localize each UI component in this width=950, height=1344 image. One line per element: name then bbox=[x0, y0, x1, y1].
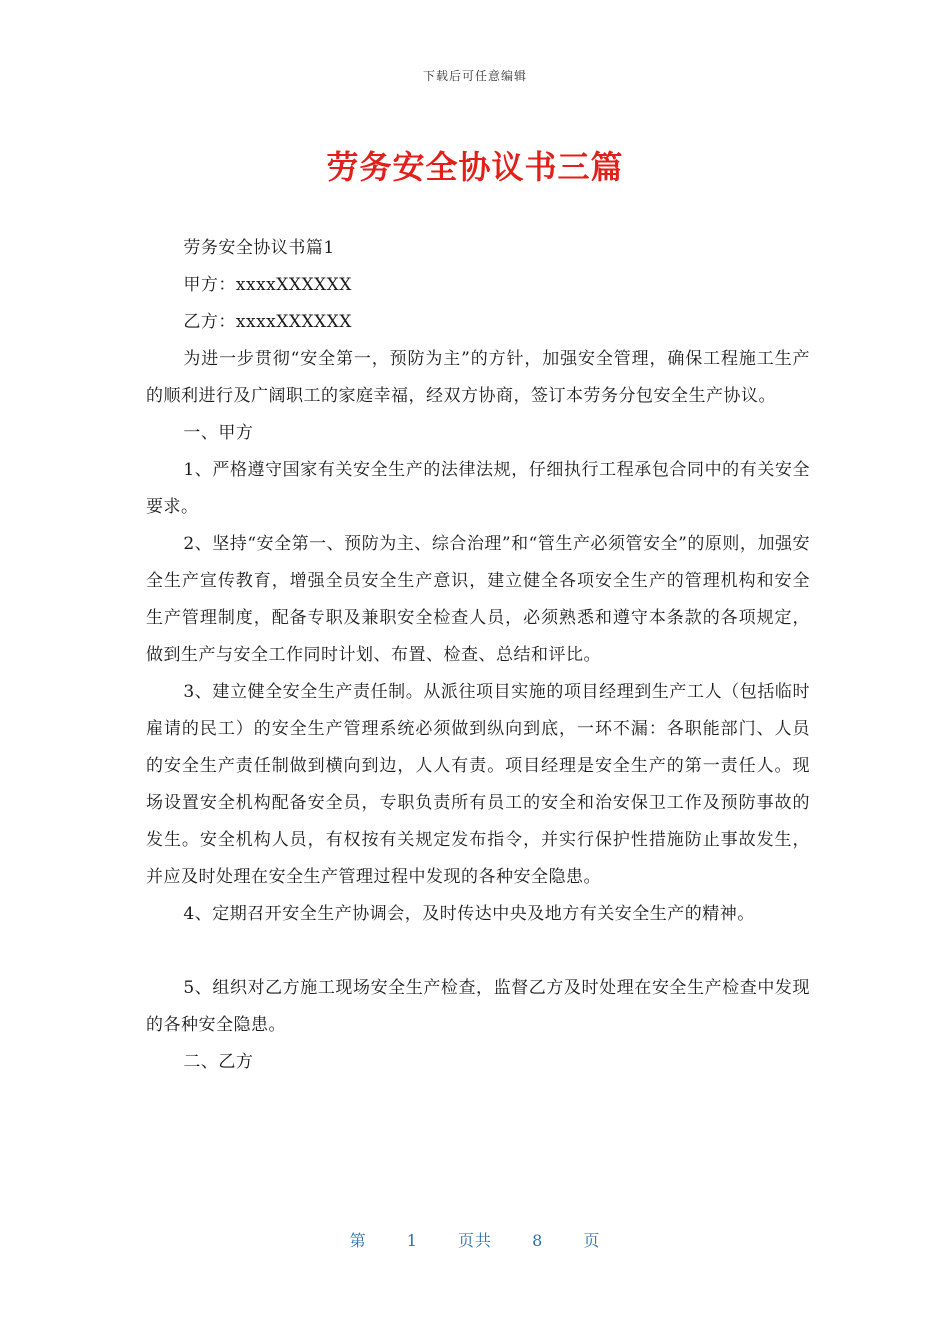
header-note: 下载后可任意编辑 bbox=[422, 69, 527, 83]
clause-paragraph: 4、定期召开安全生产协调会，及时传达中央及地方有关安全生产的精神。 bbox=[183, 904, 755, 924]
document-body bbox=[146, 230, 810, 1081]
document-title: 劳务安全协议书三篇 bbox=[326, 148, 624, 186]
clause-paragraph: 5、组织对乙方施工现场安全生产检查，监督乙方及时处理在安全生产检查中发现的各种安全隐患。 bbox=[146, 978, 810, 1035]
page-label-mid: 页共 bbox=[457, 1231, 492, 1250]
section-heading: 劳务安全协议书篇1 bbox=[183, 238, 335, 258]
clause-paragraph: 2、坚持“安全第一、预防为主、综合治理”和“管生产必须管安全”的原则，加强安全生产宣传教育，增强全员安全生产意识，建立健全各项安全生产的管理机构和安全生产管理制度，配备专职及兼职安全检查人员，必须熟悉和遵守本条款的各项规定，做到生产与安全工作同时计划、布置、检查、总结和评比。 bbox=[146, 534, 810, 665]
page-label-prefix: 第 bbox=[349, 1231, 367, 1250]
page-footer bbox=[0, 1228, 950, 1251]
party-b-line: 乙方：xxxxXXXXXX bbox=[183, 312, 352, 332]
page-label-suffix: 页 bbox=[583, 1231, 601, 1250]
page-number: 1 bbox=[406, 1231, 418, 1250]
clause-paragraph: 3、建立健全安全生产责任制。从派往项目实施的项目经理到生产工人（包括临时雇请的民工）的安全生产管理系统必须做到纵向到底，一环不漏：各职能部门、人员的安全生产责任制做到横向到边，人人有责。项目经理是安全生产的第一责任人。现场设置安全机构配备安全员，专职负责所有员工的安全和治安保卫工作及预防事故的发生。安全机构人员，有权按有关规定发布指令，并实行保护性措施防止事故发生，并应及时处理在安全生产管理过程中发现的各种安全隐患。 bbox=[146, 682, 810, 887]
clause-paragraph: 1、严格遵守国家有关安全生产的法律法规，仔细执行工程承包合同中的有关安全要求。 bbox=[146, 460, 810, 517]
party-a-heading: 一、甲方 bbox=[183, 423, 254, 443]
party-a-line: 甲方：xxxxXXXXXX bbox=[183, 275, 352, 295]
intro-paragraph: 为进一步贯彻“安全第一，预防为主”的方针，加强安全管理，确保工程施工生产的顺利进行及广阔职工的家庭幸福，经双方协商，签订本劳务分包安全生产协议。 bbox=[146, 349, 810, 406]
total-pages: 8 bbox=[532, 1231, 544, 1250]
party-b-heading: 二、乙方 bbox=[183, 1052, 254, 1072]
